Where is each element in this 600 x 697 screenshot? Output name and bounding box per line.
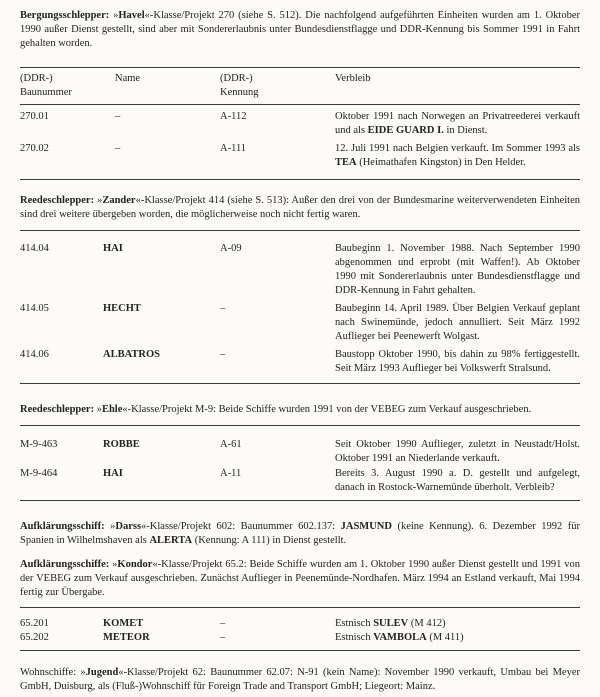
text-run: «-Klasse/Projekt M-9: Beide Schiffe wurden 1991 von der VEBEG zum Verkauf ausgeschrieben.: [122, 404, 532, 415]
header-verbleib: [335, 72, 580, 100]
cell-kennung: A-09: [220, 243, 242, 254]
cell-verbleib: [335, 302, 580, 344]
cell-kennung: –: [220, 303, 226, 314]
table-row: [20, 110, 580, 138]
cell-verbleib: [335, 467, 580, 495]
emphasized-text: JASMUND: [340, 521, 392, 532]
text-run: Wohnschiffe: »: [20, 667, 86, 678]
emphasized-text: VAMBOLA: [373, 632, 427, 643]
section-intro-paragraph: [20, 403, 580, 417]
text-run: «-Klasse/Projekt 270 (siehe S. 512). Die nachfolgend aufgeführten Einheiten wurden am 1. Oktober 1990 außer Dienst gestellt, sind aber mit Sondererlaubnis unter Bundesdienstflagge und DDR-Kennung bis Sommer 1991 in Fahrt gehalten worden.: [20, 10, 580, 49]
cell-name: HAI: [103, 243, 123, 254]
cell-name: ALBATROS: [103, 349, 160, 360]
table-body: [20, 426, 580, 500]
section-ehle-m9: [20, 403, 580, 501]
emphasized-text: Ehle: [101, 404, 123, 415]
text-run: Estnisch: [335, 618, 374, 629]
section-zander414: [20, 194, 580, 384]
cell-verbleib: [335, 617, 580, 631]
text-run: Bereits 3. August 1990 a. D. gestellt und aufgelegt, danach in Rostock-Warnemünde überholt. Verbleib?: [335, 468, 580, 493]
section-havel270: [20, 9, 580, 180]
cell-baunummer: 270.02: [20, 143, 49, 154]
text-run: »: [94, 195, 103, 206]
cell-verbleib: [335, 348, 580, 376]
table-row: [20, 302, 580, 344]
text-run: Baubeginn 1. November 1988. Nach September 1990 abgenommen und erprobt (mit Waffen!). Ab Oktober 1990 mit Sondererlaubnis unter Bundesdienstflagge und DDR-Kennung in Fahrt gehalten.: [335, 243, 580, 296]
section-intro-paragraph: [20, 666, 580, 694]
text-run: (Kennung: A 111) in Dienst gestellt.: [192, 535, 347, 546]
text-run: «-Klasse/Projekt 65.2: Beide Schiffe wurden am 1. Oktober 1990 außer Dienst gestellt und 1991 von der VEBEG zum Verkauf ausgeschrieben. Zunächst Auflieger in Peenemünde-Nordhafen. März 1994 an Estland verkauft, Mai 1994 fertig zur Übergabe.: [20, 559, 581, 598]
table-row: [20, 142, 580, 170]
table-row: [20, 617, 580, 631]
text-run: (M 412): [408, 618, 446, 629]
book-page: [20, 9, 580, 694]
text-run: Seit Oktober 1990 Auflieger, zuletzt in Neustadt/Holst. Oktober 1991 an Niederlande verkauft.: [335, 439, 580, 464]
emphasized-text: Bergungsschlepper:: [20, 10, 110, 21]
cell-verbleib: [335, 142, 580, 170]
text-run: in Dienst.: [443, 125, 488, 136]
cell-kennung: A-111: [220, 143, 247, 154]
cell-kennung: –: [220, 632, 226, 643]
cell-baunummer: 270.01: [20, 111, 49, 122]
cell-name: HAI: [103, 468, 123, 479]
text-run: »: [109, 10, 119, 21]
table-row: [20, 438, 580, 466]
table-body: [20, 231, 580, 383]
header-baunummer-label: Baunummer: [20, 87, 72, 98]
cell-kennung: A-11: [220, 468, 242, 479]
cell-baunummer: 65.201: [20, 618, 49, 629]
header-baunummer: [20, 72, 103, 100]
text-run: Oktober 1991 nach Norwegen an Privatreederei verkauft und als: [335, 111, 580, 136]
cell-kennung: –: [220, 618, 226, 629]
emphasized-text: TEA: [335, 157, 357, 168]
text-run: (keine Kennung). 6. Dezember 1992 für Spanien in Wilhelmshaven als: [20, 521, 581, 546]
cell-kennung: A-112: [220, 111, 247, 122]
header-name-label: Name: [115, 73, 141, 84]
cell-verbleib: [335, 242, 580, 298]
header-ddr-label: (DDR-): [20, 73, 53, 84]
text-run: «-Klasse/Projekt 414 (siehe S. 513): Außer den drei von der Bundesmarine weiterverwendeten Einheiten sind drei weitere übergeben worden, die möglicherweise noch nicht fertig waren.: [20, 195, 580, 220]
cell-verbleib: [335, 110, 580, 138]
cell-verbleib: [335, 438, 580, 466]
cell-kennung: A-61: [220, 439, 242, 450]
table-row: [20, 631, 580, 645]
text-run: 12. Juli 1991 nach Belgien verkauft. Im Sommer 1993 als: [335, 143, 580, 154]
header-name: [103, 72, 220, 100]
emphasized-text: Havel: [118, 10, 145, 21]
header-ddr-label: (DDR-): [220, 73, 253, 84]
cell-baunummer: M-9-464: [20, 468, 58, 479]
section-intro-paragraph: [20, 194, 580, 222]
text-run: «-Klasse/Projekt 62: Baunummer 62.07: N-91 (kein Name): November 1990 verkauft, Umbau bei Meyer GmbH, Duisburg, als (Fluß-)Wohnschiff für Foreign Trade and Transport GmbH; Liegeort: Mainz.: [20, 667, 580, 692]
section-intro-paragraph: [20, 9, 580, 51]
ships-table: [20, 230, 580, 384]
cell-kennung: –: [220, 349, 226, 360]
emphasized-text: Aufklärungsschiff:: [20, 521, 105, 532]
ships-table: [20, 67, 580, 180]
cell-baunummer: M-9-463: [20, 439, 58, 450]
emphasized-text: Reedeschlepper:: [20, 404, 95, 415]
cell-name: –: [115, 111, 121, 122]
table-row: [20, 348, 580, 376]
text-run: Estnisch: [335, 632, 374, 643]
text-run: (M 411): [426, 632, 464, 643]
text-run: »: [104, 521, 116, 532]
emphasized-text: Jugend: [85, 667, 119, 678]
table-row: [20, 242, 580, 298]
section-intro-paragraph: [20, 558, 580, 600]
emphasized-text: Darss: [115, 521, 142, 532]
cell-verbleib: [335, 631, 580, 645]
cell-name: ROBBE: [103, 439, 140, 450]
cell-baunummer: 414.05: [20, 303, 49, 314]
cell-name: METEOR: [103, 632, 150, 643]
header-verbleib-label: Verbleib: [335, 73, 371, 84]
ships-table: [20, 425, 580, 501]
text-run: Baustopp Oktober 1990, bis dahin zu 98% fertiggestellt. Seit März 1993 Auflieger bei Volkswerft Stralsund.: [335, 349, 580, 374]
header-kennung: [220, 72, 335, 100]
table-header-row: [20, 68, 580, 105]
cell-baunummer: 65.202: [20, 632, 49, 643]
table-body: [20, 105, 580, 179]
emphasized-text: Aufklärungsschiffe:: [20, 559, 110, 570]
ships-table: [20, 607, 580, 651]
cell-baunummer: 414.06: [20, 349, 49, 360]
emphasized-text: Reedeschlepper:: [20, 195, 95, 206]
cell-name: –: [115, 143, 121, 154]
cell-name: KOMET: [103, 618, 144, 629]
section-kondor652: [20, 558, 580, 651]
text-run: »: [94, 404, 102, 415]
section-intro-paragraph: [20, 520, 580, 548]
cell-baunummer: 414.04: [20, 243, 49, 254]
emphasized-text: EIDE GUARD I.: [367, 125, 444, 136]
text-run: »: [109, 559, 118, 570]
section-jugend62: [20, 666, 580, 694]
cell-name: HECHT: [103, 303, 141, 314]
emphasized-text: Zander: [102, 195, 136, 206]
table-body: [20, 608, 580, 650]
emphasized-text: Kondor: [117, 559, 153, 570]
header-kennung-label: Kennung: [220, 87, 259, 98]
emphasized-text: ALERTA: [149, 535, 193, 546]
emphasized-text: SULEV: [373, 618, 409, 629]
text-run: Baubeginn 14. April 1989. Über Belgien Verkauf geplant nach Swinemünde, jedoch annulliert. Seit März 1992 Auflieger bei Peenewerft Wolgast.: [335, 303, 580, 342]
section-darss602: [20, 520, 580, 548]
table-row: [20, 467, 580, 495]
text-run: (Heimathafen Kingston) in Den Helder.: [356, 157, 526, 168]
text-run: «-Klasse/Projekt 602: Baunummer 602.137:: [141, 521, 341, 532]
